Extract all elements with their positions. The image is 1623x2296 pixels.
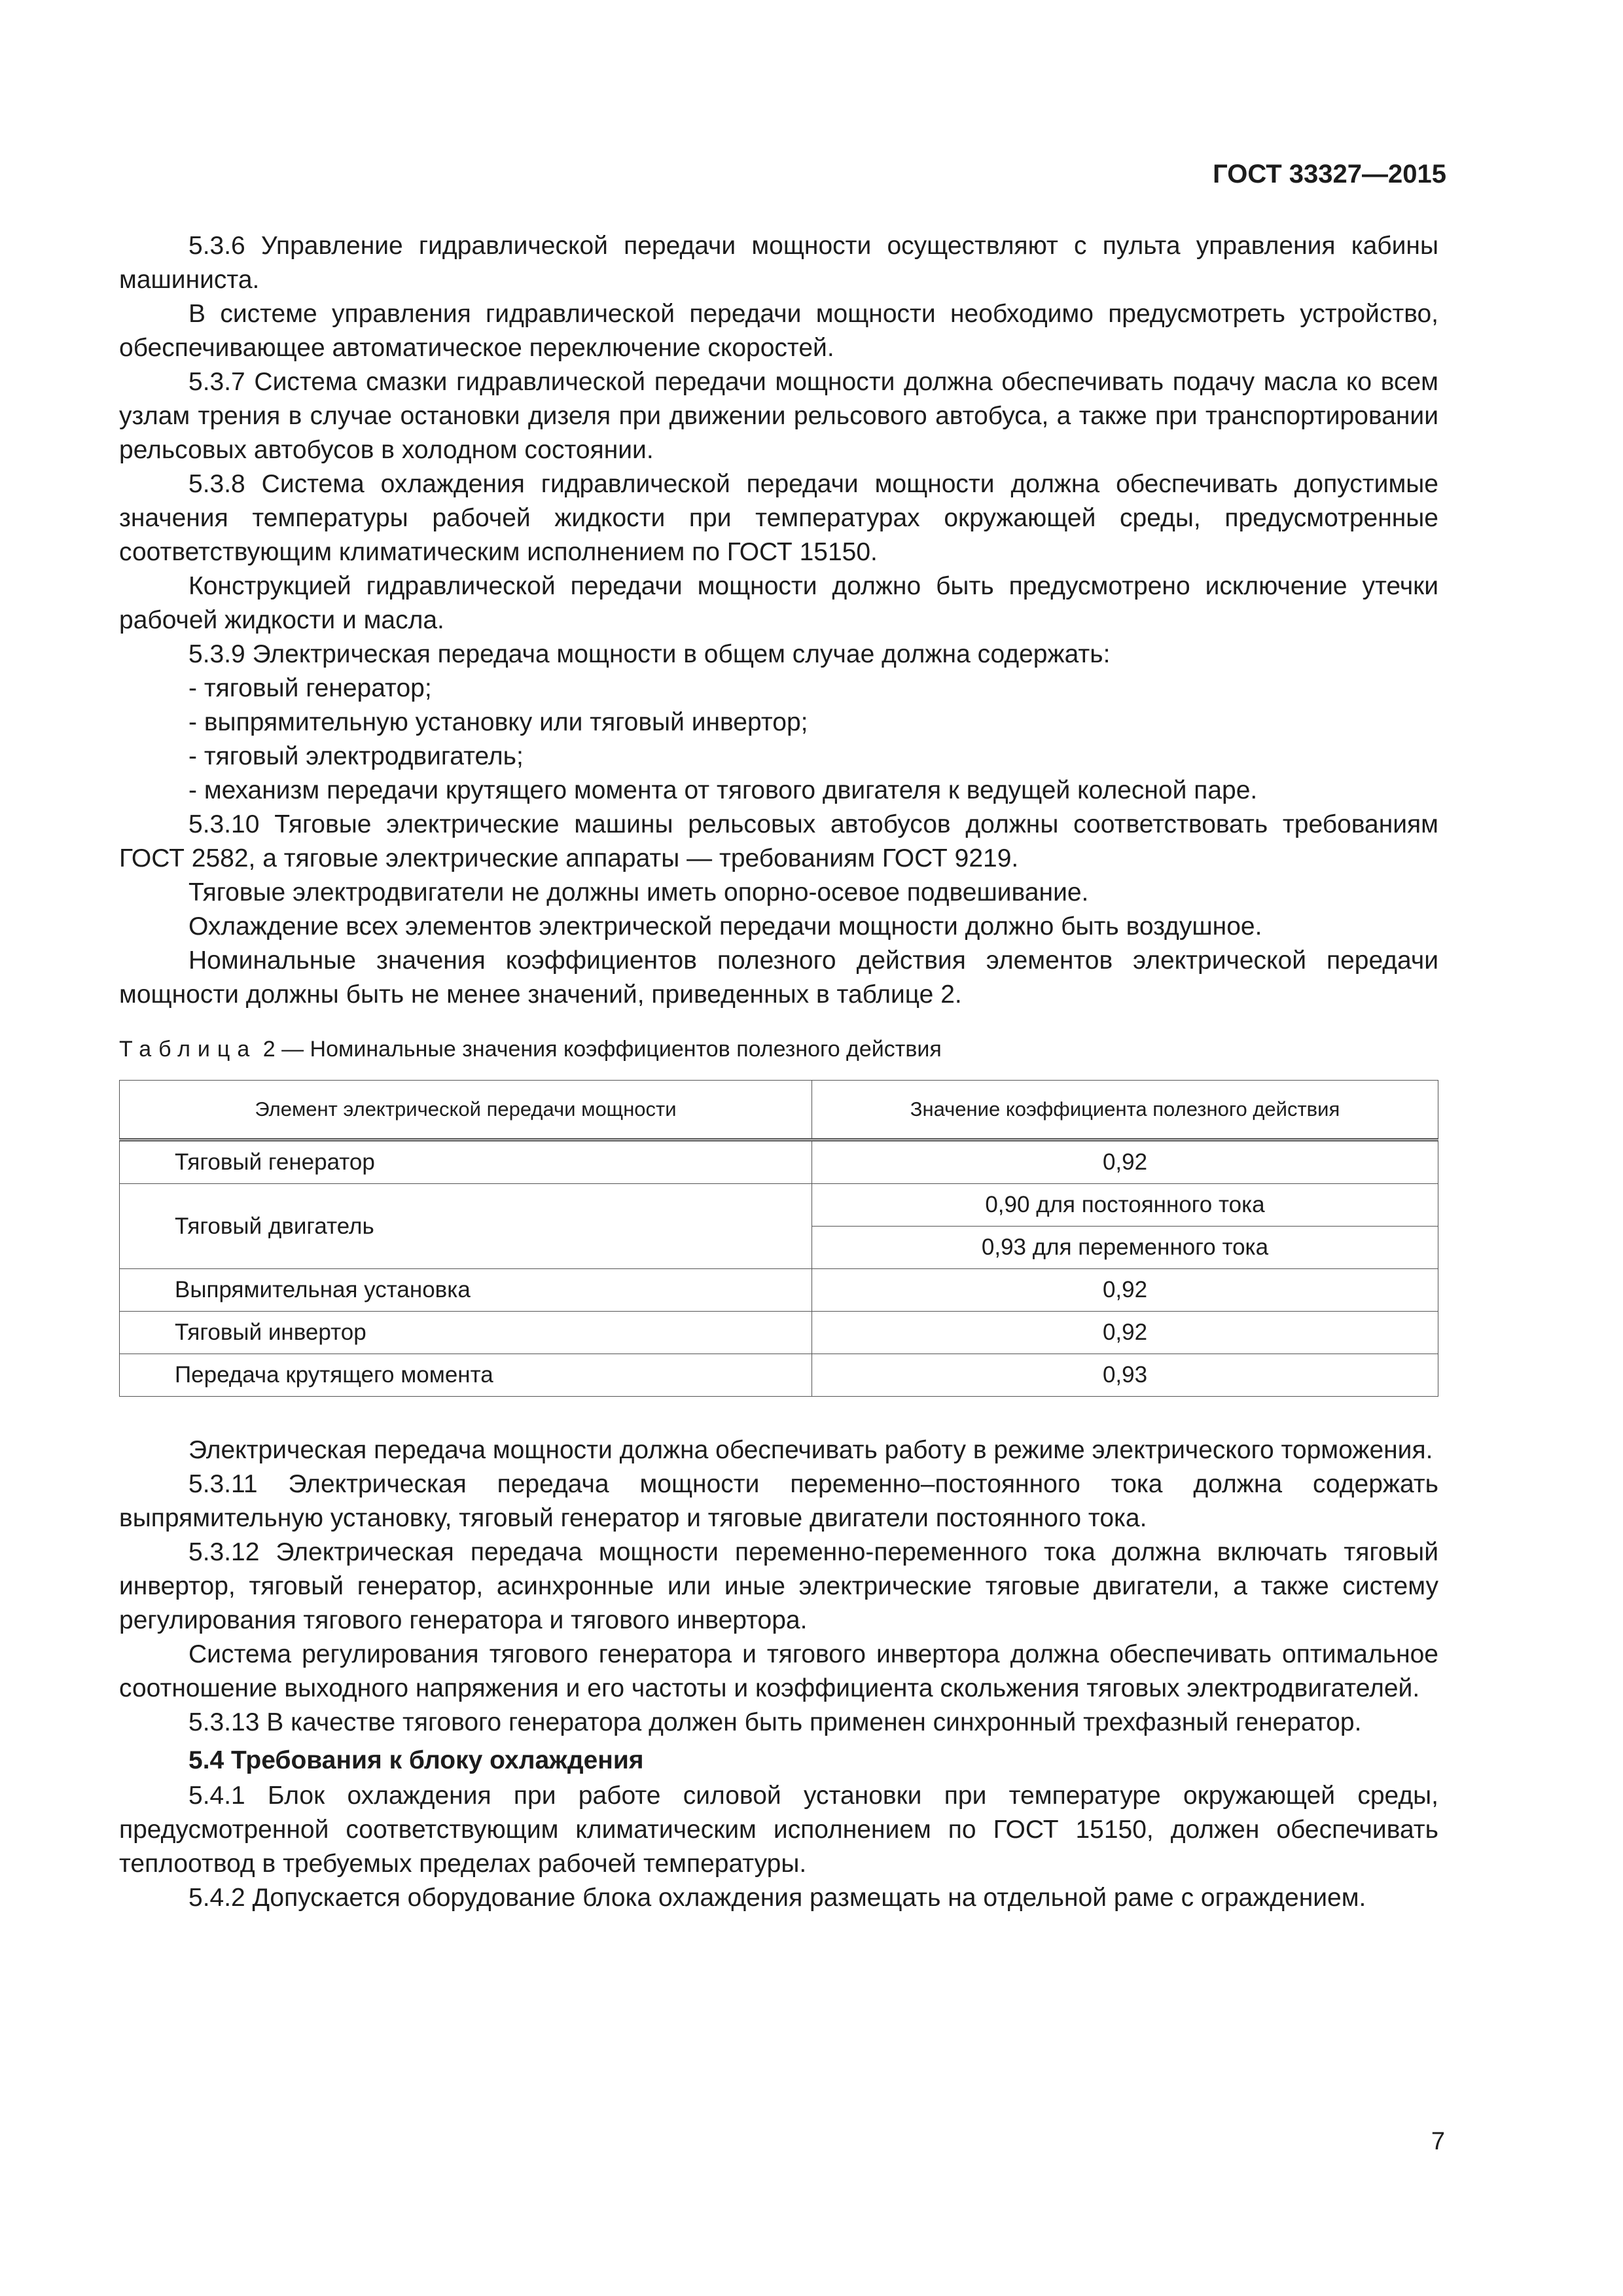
table-row: [120, 1184, 1438, 1227]
table-cell-element: Выпрямительная установка: [120, 1269, 812, 1312]
text-block-top: [119, 229, 1438, 1012]
document-code: ГОСТ 33327—2015: [1213, 160, 1446, 188]
table-cell-element: Тяговый инвертор: [120, 1312, 812, 1354]
paragraph: 5.3.8 Система охлаждения гидравлической передачи мощности должна обеспечивать допустимые значения температуры рабочей жидкости при температурах окружающей среды, предусмотренные соответствующим климатическим исполнением по ГОСТ 15150.: [119, 470, 1438, 566]
list-item: - тяговый электродвигатель;: [188, 742, 524, 770]
paragraph: 5.3.7 Система смазки гидравлической передачи мощности должна обеспечивать подачу масла ко всем узлам трения в случае остановки дизеля при движении рельсового автобуса, а также при транспортировании рельсовых автобусов в холодном состоянии.: [119, 368, 1438, 464]
table-cell-value: 0,92: [812, 1269, 1438, 1312]
paragraph: Электрическая передача мощности должна обеспечивать работу в режиме электрического торможения.: [188, 1436, 1433, 1464]
table-cell-value: 0,93 для переменного тока: [812, 1227, 1438, 1269]
paragraph: 5.3.13 В качестве тягового генератора должен быть применен синхронный трехфазный генератор.: [188, 1708, 1362, 1736]
paragraph: Конструкцией гидравлической передачи мощности должно быть предусмотрено исключение утечки рабочей жидкости и масла.: [119, 572, 1438, 634]
column-header-value: Значение коэффициента полезного действия: [812, 1081, 1438, 1140]
paragraph: 5.3.10 Тяговые электрические машины рельсовых автобусов должны соответствовать требованиям ГОСТ 2582, а тяговые электрические аппараты — требованиям ГОСТ 9219.: [119, 810, 1438, 872]
page-content: [119, 229, 1438, 1915]
list-item: - выпрямительную установку или тяговый инвертор;: [188, 708, 808, 736]
paragraph: 5.3.12 Электрическая передача мощности переменно-переменного тока должна включать тяговый инвертор, тяговый генератор, асинхронные или иные электрические тяговые двигатели, а также систему регулирования тягового генератора и тягового инвертора.: [119, 1538, 1438, 1634]
table-row: [120, 1312, 1438, 1354]
table-cell-value: 0,93: [812, 1354, 1438, 1397]
paragraph: В системе управления гидравлической передачи мощности необходимо предусмотреть устройство, обеспечивающее автоматическое переключение скоростей.: [119, 300, 1438, 362]
paragraph: 5.3.11 Электрическая передача мощности переменно–постоянного тока должна содержать выпрямительную установку, тяговый генератор и тяговые двигатели постоянного тока.: [119, 1470, 1438, 1532]
section-heading: 5.4 Требования к блоку охлаждения: [188, 1746, 644, 1774]
table-caption-title: 2 — Номинальные значения коэффициентов полезного действия: [257, 1037, 942, 1062]
table-row: [120, 1354, 1438, 1397]
table-cell-element: Тяговый двигатель: [120, 1184, 812, 1269]
paragraph: Охлаждение всех элементов электрической передачи мощности должно быть воздушное.: [188, 912, 1262, 941]
table-cell-value: 0,92: [812, 1140, 1438, 1184]
table-header-row: [120, 1081, 1438, 1140]
table-cell-element: Передача крутящего момента: [120, 1354, 812, 1397]
paragraph: Система регулирования тягового генератора и тягового инвертора должна обеспечивать оптимальное соотношение выходного напряжения и его частоты и коэффициента скольжения тяговых электродвигателей.: [119, 1640, 1438, 1702]
paragraph: 5.3.6 Управление гидравлической передачи мощности осуществляют с пульта управления кабины машиниста.: [119, 232, 1438, 294]
table-cell-element: Тяговый генератор: [120, 1140, 812, 1184]
table-row: [120, 1269, 1438, 1312]
paragraph: 5.4.2 Допускается оборудование блока охлаждения размещать на отдельной раме с ограждением.: [188, 1884, 1366, 1912]
page-number: 7: [1431, 2128, 1445, 2155]
table-cell-value: 0,92: [812, 1312, 1438, 1354]
paragraph: Тяговые электродвигатели не должны иметь опорно-осевое подвешивание.: [188, 878, 1089, 906]
column-header-element: Элемент электрической передачи мощности: [120, 1081, 812, 1140]
table-caption: [119, 1033, 1438, 1066]
text-block-bottom: [119, 1433, 1438, 1915]
table-caption-label: Таблица: [119, 1037, 257, 1062]
list-item: - тяговый генератор;: [188, 674, 432, 702]
paragraph: Номинальные значения коэффициентов полезного действия элементов электрической передачи мощности должны быть не менее значений, приведенных в таблице 2.: [119, 946, 1438, 1009]
table-row: [120, 1140, 1438, 1184]
table-cell-value: 0,90 для постоянного тока: [812, 1184, 1438, 1227]
paragraph: 5.4.1 Блок охлаждения при работе силовой установки при температуре окружающей среды, предусмотренной соответствующим климатическим исполнением по ГОСТ 15150, должен обеспечивать теплоотвод в требуемых пределах рабочей температуры.: [119, 1782, 1438, 1878]
list-item: - механизм передачи крутящего момента от тягового двигателя к ведущей колесной паре.: [188, 776, 1258, 804]
paragraph: 5.3.9 Электрическая передача мощности в общем случае должна содержать:: [188, 640, 1111, 668]
efficiency-table: [119, 1080, 1438, 1397]
